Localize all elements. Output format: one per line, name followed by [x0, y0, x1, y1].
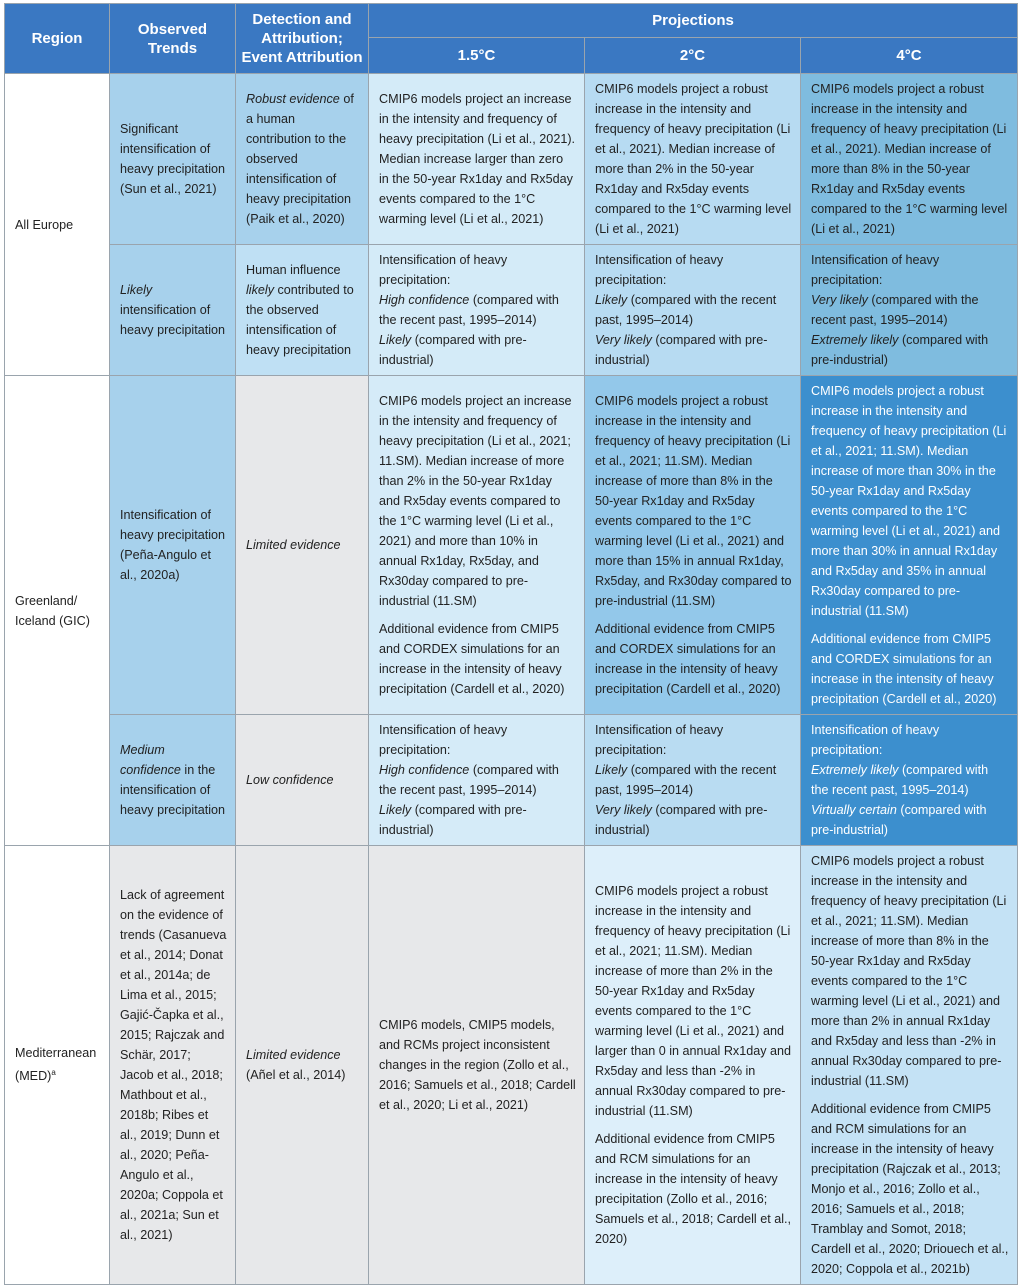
projection-intro: Intensification of heavy precipitation: — [595, 723, 724, 757]
projection-paragraph: Additional evidence from CMIP5 and RCM simulations for an increase in the intensity of heavy precipitation (Rajczak et al., 2013; Monjo et al., 2016; Zollo et al., 2016; Samuels et al., 2018; Tramblay and Somot, 2018; Cardell et al., 2020; Driouech et al., 2020; Coppola et al., 2021b) — [811, 1102, 1009, 1276]
projection-text: (compared with the recent past, 1995–2014) — [595, 293, 777, 327]
projection-paragraph: CMIP6 models project an increase in the intensity and frequency of heavy precipitation (Li et al., 2021; 11.SM). Median increase of more than 2% in the 50-year Rx1day and Rx5day events compared to the 1°C warming level (Li et al., 2021) and more than 10% in annual Rx1day, Rx5day, and Rx30day compared to pre-industrial (11.SM) — [379, 394, 572, 608]
confidence-term: Likely — [379, 803, 412, 817]
footnote-marker: a — [51, 1068, 56, 1078]
projection-4c-cell — [801, 376, 1018, 715]
projection-text: (compared with the recent past, 1995–2014) — [595, 763, 777, 797]
detection-cell — [236, 715, 369, 846]
projection-2c-cell — [585, 846, 801, 1285]
confidence-term: High confidence — [379, 763, 470, 777]
confidence-term: Limited evidence — [246, 1048, 341, 1062]
table-row — [5, 376, 1018, 715]
projection-paragraph: CMIP6 models project a robust increase in the intensity and frequency of heavy precipitation (Li et al., 2021; 11.SM). Median increase of more than 8% in the 50-year Rx1day and Rx5day events compared to the 1°C warming level (Li et al., 2021) and more than 2% in annual Rx1day and Rx5day and less than -2% in annual Rx30day compared to pre-industrial (11.SM) — [811, 854, 1007, 1088]
projection-2c-cell — [585, 376, 801, 715]
projection-text: (compared with the recent past, 1995–2014) — [379, 763, 559, 797]
projection-text: (compared with the recent past, 1995–2014) — [811, 763, 989, 797]
observed-cell: Significant intensification of heavy precipitation (Sun et al., 2021) — [110, 74, 236, 245]
confidence-term: Likely — [379, 333, 412, 347]
projection-paragraph: CMIP6 models project a robust increase in the intensity and frequency of heavy precipitation (Li et al., 2021; 11.SM). Median increase of more than 8% in the 50-year Rx1day and Rx5day events compared to the 1°C warming level (Li et al., 2021) and more than 15% in annual Rx1day, Rx5day, and Rx30day compared to pre-industrial (11.SM) — [595, 394, 792, 608]
region-label: Mediterranean (MED) — [15, 1046, 97, 1084]
confidence-term: likely — [246, 283, 274, 297]
projection-2c-cell: CMIP6 models project a robust increase in the intensity and frequency of heavy precipitation (Li et al., 2021). Median increase of more than 2% in the 50-year Rx1day and Rx5day events compared to the 1°C warming level (Li et al., 2021) — [585, 74, 801, 245]
detection-text: of a human contribution to the observed intensification of heavy precipitation (Paik et al., 2020) — [246, 92, 354, 226]
confidence-term: Robust evidence — [246, 92, 340, 106]
projection-intro: Intensification of heavy precipitation: — [379, 253, 508, 287]
projection-4c-cell — [801, 715, 1018, 846]
projection-intro: Intensification of heavy precipitation: — [379, 723, 508, 757]
confidence-term: High confidence — [379, 293, 470, 307]
detection-cell — [236, 846, 369, 1285]
table-row — [5, 846, 1018, 1285]
confidence-term: Extremely likely — [811, 333, 899, 347]
header-projections: Projections — [369, 4, 1018, 38]
confidence-term: Very likely — [595, 333, 652, 347]
detection-cell — [236, 245, 369, 376]
confidence-term: Extremely likely — [811, 763, 899, 777]
observed-cell: Lack of agreement on the evidence of trends (Casanueva et al., 2014; Donat et al., 2014a; de Lima et al., 2015; Gajić-Čapka et al., 2015; Rajczak and Schär, 2017; Jacob et al., 2018; Mathbout et al., 2018b; Ribes et al., 2019; Dunn et al., 2020; Peña-Angulo et al., 2020a; Coppola et al., 2021a; Sun et al., 2021) — [110, 846, 236, 1285]
projection-1-5c-cell: CMIP6 models, CMIP5 models, and RCMs project inconsistent changes in the region (Zollo et al., 2016; Samuels et al., 2018; Cardell et al., 2020; Li et al., 2021) — [369, 846, 585, 1285]
detection-cell — [236, 376, 369, 715]
projection-paragraph: CMIP6 models project a robust increase in the intensity and frequency of heavy precipitation (Li et al., 2021; 11.SM). Median increase of more than 2% in the 50-year Rx1day and Rx5day events compared to the 1°C warming level (Li et al., 2021) and larger than 0 in annual Rx1day and Rx5day and less than -2% in annual Rx30day compared to pre-industrial (11.SM) — [595, 884, 792, 1118]
projection-text: (compared with pre-industrial) — [811, 803, 987, 837]
projection-intro: Intensification of heavy precipitation: — [811, 253, 940, 287]
projection-1-5c-cell — [369, 376, 585, 715]
header-2c: 2°C — [585, 38, 801, 74]
projection-4c-cell — [801, 846, 1018, 1285]
region-mediterranean — [5, 846, 110, 1285]
projection-4c-cell: CMIP6 models project a robust increase in the intensity and frequency of heavy precipitation (Li et al., 2021). Median increase of more than 8% in the 50-year Rx1day and Rx5day events compared to the 1°C warming level (Li et al., 2021) — [801, 74, 1018, 245]
header-detection-attribution: Detection and Attribution; Event Attribution — [236, 4, 369, 74]
table-row — [5, 715, 1018, 846]
confidence-term: Likely — [120, 283, 153, 297]
confidence-term: Likely — [595, 293, 628, 307]
projection-paragraph: CMIP6 models project a robust increase in the intensity and frequency of heavy precipitation (Li et al., 2021; 11.SM). Median increase of more than 30% in the 50-year Rx1day and Rx5day events compared to the 1°C warming level (Li et al., 2021) and more than 30% in annual Rx1day and Rx5day and 35% in annual Rx30day compared to pre-industrial (11.SM) — [811, 384, 1007, 618]
projection-1-5c-cell — [369, 715, 585, 846]
detection-cell — [236, 74, 369, 245]
table-row — [5, 245, 1018, 376]
projection-4c-cell — [801, 245, 1018, 376]
confidence-term: Likely — [595, 763, 628, 777]
projection-1-5c-cell — [369, 245, 585, 376]
detection-text: (Añel et al., 2014) — [246, 1068, 346, 1082]
observed-cell — [110, 245, 236, 376]
header-1-5c: 1.5°C — [369, 38, 585, 74]
confidence-term: Limited evidence — [246, 538, 341, 552]
heavy-precipitation-table — [4, 3, 1018, 1285]
confidence-term: Very likely — [811, 293, 868, 307]
region-greenland-iceland: Greenland/ Iceland (GIC) — [5, 376, 110, 846]
confidence-term: Medium confidence — [120, 743, 181, 777]
projection-paragraph: Additional evidence from CMIP5 and CORDEX simulations for an increase in the intensity of heavy precipitation (Cardell et al., 2020) — [379, 622, 565, 696]
projection-text: (compared with the recent past, 1995–2014) — [811, 293, 979, 327]
projection-text: (compared with the recent past, 1995–2014) — [379, 293, 559, 327]
projection-paragraph: Additional evidence from CMIP5 and CORDEX simulations for an increase in the intensity of heavy precipitation (Cardell et al., 2020) — [595, 622, 781, 696]
observed-text: intensification of heavy precipitation — [120, 303, 226, 337]
header-region: Region — [5, 4, 110, 74]
region-all-europe: All Europe — [5, 74, 110, 376]
header-4c: 4°C — [801, 38, 1018, 74]
projection-paragraph: Additional evidence from CMIP5 and RCM simulations for an increase in the intensity of heavy precipitation (Zollo et al., 2016; Samuels et al., 2018; Cardell et al., 2020) — [595, 1132, 792, 1246]
projection-text: (compared with pre-industrial) — [811, 333, 989, 367]
projection-1-5c-cell: CMIP6 models project an increase in the intensity and frequency of heavy precipitation (Li et al., 2021). Median increase larger than zero in the 50-year Rx1day and Rx5day events compared to the 1°C warming level (Li et al., 2021) — [369, 74, 585, 245]
projection-2c-cell — [585, 245, 801, 376]
projection-text: (compared with pre-industrial) — [595, 803, 768, 837]
observed-cell: Intensification of heavy precipitation (Peña-Angulo et al., 2020a) — [110, 376, 236, 715]
projection-2c-cell — [585, 715, 801, 846]
confidence-term: Low confidence — [246, 773, 334, 787]
observed-cell — [110, 715, 236, 846]
projection-text: (compared with pre-industrial) — [379, 803, 527, 837]
projection-paragraph: Additional evidence from CMIP5 and CORDEX simulations for an increase in the intensity of heavy precipitation (Cardell et al., 2020) — [811, 632, 997, 706]
header-observed-trends: Observed Trends — [110, 4, 236, 74]
projection-text: (compared with pre-industrial) — [379, 333, 527, 367]
projection-text: (compared with pre-industrial) — [595, 333, 768, 367]
observed-text: in the intensification of heavy precipitation — [120, 763, 226, 817]
detection-text: Human influence — [246, 263, 341, 277]
projection-intro: Intensification of heavy precipitation: — [811, 723, 940, 757]
confidence-term: Virtually certain — [811, 803, 897, 817]
detection-text: contributed to the observed intensification of heavy precipitation — [246, 283, 354, 357]
table-row — [5, 74, 1018, 245]
confidence-term: Very likely — [595, 803, 652, 817]
projection-intro: Intensification of heavy precipitation: — [595, 253, 724, 287]
